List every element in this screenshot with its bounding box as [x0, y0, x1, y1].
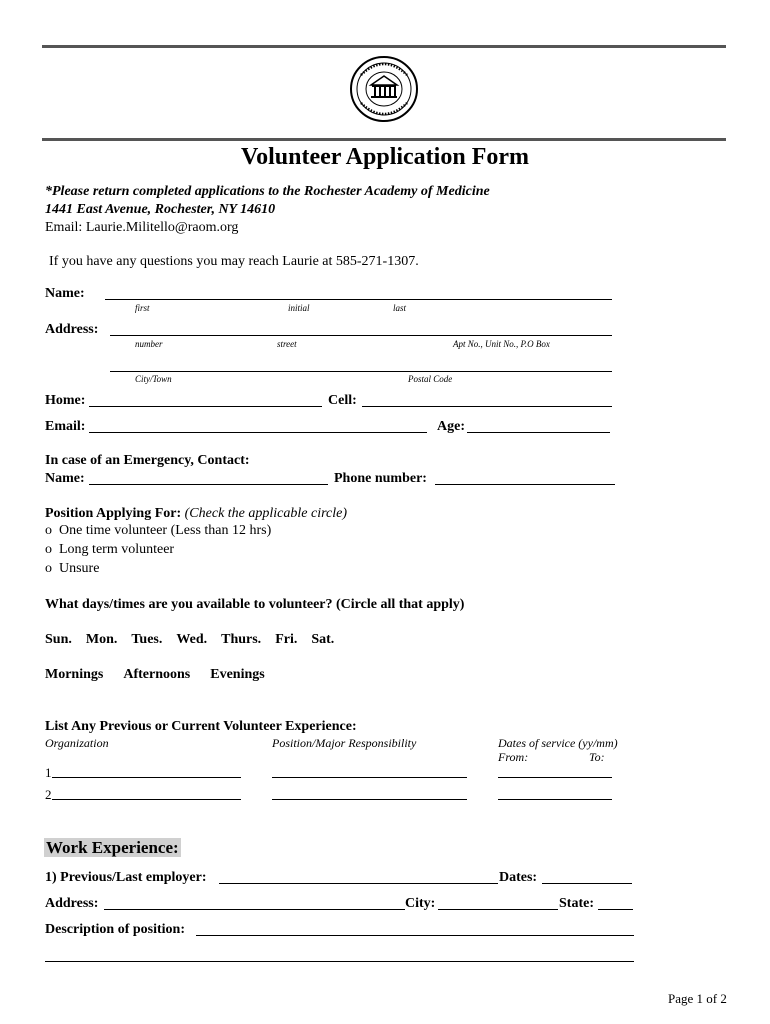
emergency-name-field[interactable] — [89, 484, 328, 485]
option-circle[interactable]: o — [45, 542, 52, 557]
work-state-field[interactable] — [598, 909, 633, 910]
volunteer-dates-field-2[interactable] — [498, 799, 612, 800]
name-sub-first: first — [135, 303, 150, 313]
day-fri[interactable]: Fri. — [275, 632, 298, 647]
day-sat[interactable]: Sat. — [311, 632, 335, 647]
availability-question: What days/times are you available to volunteer? (Circle all that apply) — [45, 597, 465, 612]
address-street-field[interactable] — [110, 335, 612, 336]
times-row — [45, 667, 265, 683]
employment-dates-field[interactable] — [542, 883, 632, 884]
position-option-unsure[interactable]: o Unsure — [45, 561, 100, 576]
col-from: From: — [498, 750, 529, 764]
option-circle[interactable]: o — [45, 561, 52, 576]
description-field[interactable] — [196, 935, 634, 936]
return-instructions: *Please return completed applications to the Rochester Academy of Medicine — [45, 184, 490, 199]
col-position: Position/Major Responsibility — [272, 736, 417, 750]
home-phone-field[interactable] — [89, 406, 322, 407]
position-hint: (Check the applicable circle) — [184, 506, 347, 521]
col-dates: Dates of service (yy/mm) — [498, 736, 618, 750]
day-mon[interactable]: Mon. — [85, 632, 118, 647]
academy-seal-logo — [349, 55, 419, 123]
volunteer-dates-field-1[interactable] — [498, 777, 612, 778]
volunteer-org-field-2[interactable] — [52, 799, 241, 800]
email-label: Email: — [45, 419, 86, 434]
cell-label: Cell: — [328, 393, 357, 408]
address-label: Address: — [45, 322, 99, 337]
home-label: Home: — [45, 393, 86, 408]
col-organization: Organization — [45, 736, 109, 750]
work-address-label: Address: — [45, 896, 99, 911]
page-title: Volunteer Application Form — [240, 144, 529, 170]
page-number: Page 1 of 2 — [668, 991, 727, 1006]
work-state-label: State: — [559, 896, 594, 911]
row-number-1: 1 — [45, 765, 52, 780]
address-sub-number: number — [135, 339, 163, 349]
description-label: Description of position: — [45, 922, 185, 937]
day-tues[interactable]: Tues. — [131, 632, 163, 647]
address-sub-street: street — [277, 339, 297, 349]
top-rule — [42, 45, 726, 48]
employer-field[interactable] — [219, 883, 498, 884]
work-city-field[interactable] — [438, 909, 558, 910]
position-heading: Position Applying For: — [45, 506, 182, 521]
time-evenings[interactable]: Evenings — [210, 667, 265, 682]
emergency-name-label: Name: — [45, 471, 85, 486]
name-field[interactable] — [105, 299, 612, 300]
age-field[interactable] — [467, 432, 610, 433]
title-rule — [42, 138, 726, 141]
address-sub-city: City/Town — [135, 374, 172, 384]
day-wed[interactable]: Wed. — [176, 632, 208, 647]
days-row — [45, 632, 334, 648]
contact-email: Email: Laurie.Militello@raom.org — [45, 220, 239, 235]
employer-label: 1) Previous/Last employer: — [45, 870, 207, 885]
work-address-field[interactable] — [104, 909, 405, 910]
emergency-phone-label: Phone number: — [334, 471, 427, 486]
volunteer-position-field-2[interactable] — [272, 799, 467, 800]
day-sun[interactable]: Sun. — [45, 632, 72, 647]
position-heading-row — [45, 506, 347, 522]
questions-note: If you have any questions you may reach Laurie at 585-271-1307. — [49, 254, 419, 269]
dates-label: Dates: — [499, 870, 538, 885]
age-label: Age: — [437, 419, 465, 434]
emergency-heading: In case of an Emergency, Contact: — [45, 453, 250, 468]
address-sub-apt: Apt No., Unit No., P.O Box — [453, 339, 550, 349]
day-thurs[interactable]: Thurs. — [221, 632, 262, 647]
row-number-2: 2 — [45, 787, 52, 802]
academy-address: 1441 East Avenue, Rochester, NY 14610 — [45, 202, 276, 217]
time-afternoons[interactable]: Afternoons — [123, 667, 191, 682]
volunteer-org-field-1[interactable] — [52, 777, 241, 778]
option-circle[interactable]: o — [45, 523, 52, 538]
address-sub-postal: Postal Code — [408, 374, 453, 384]
position-option-one-time[interactable]: o One time volunteer (Less than 12 hrs) — [45, 523, 272, 538]
time-mornings[interactable]: Mornings — [45, 667, 104, 682]
volunteer-experience-heading: List Any Previous or Current Volunteer Experience: — [45, 719, 357, 734]
position-option-long-term[interactable]: o Long term volunteer — [45, 542, 175, 557]
address-city-field[interactable] — [110, 371, 612, 372]
description-field-continued[interactable] — [45, 961, 634, 962]
name-sub-initial: initial — [288, 303, 310, 313]
emergency-phone-field[interactable] — [435, 484, 615, 485]
work-city-label: City: — [405, 896, 436, 911]
volunteer-position-field-1[interactable] — [272, 777, 467, 778]
email-field[interactable] — [89, 432, 427, 433]
name-label: Name: — [45, 286, 85, 301]
cell-phone-field[interactable] — [362, 406, 612, 407]
col-to: To: — [589, 750, 605, 764]
work-experience-heading: Work Experience: — [46, 838, 179, 857]
name-sub-last: last — [393, 303, 407, 313]
